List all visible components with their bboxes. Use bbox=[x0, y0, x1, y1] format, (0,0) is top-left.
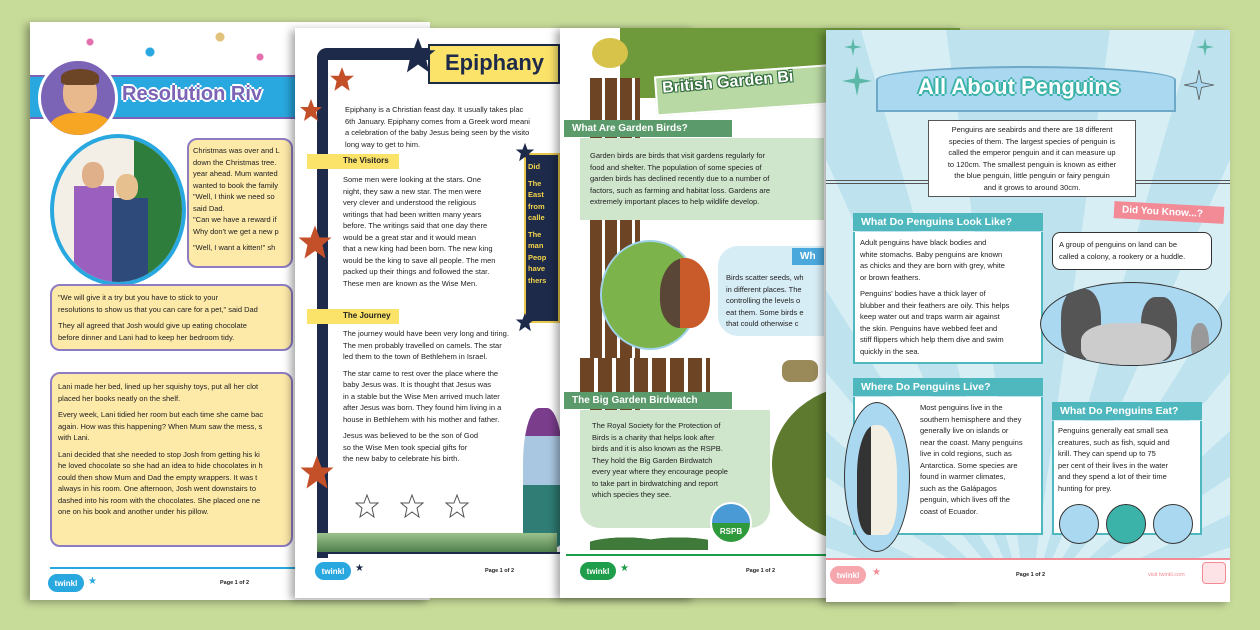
text-line: in a stable but the Wise Men arrived much later bbox=[343, 391, 500, 401]
text-line: The men probably travelled on camels. The star bbox=[343, 340, 502, 350]
text-line: Epiphany is a Christian feast day. It usually takes plac bbox=[345, 105, 524, 114]
text-line: A group of penguins on land can be bbox=[1059, 240, 1178, 249]
story-box-2 bbox=[50, 284, 293, 351]
text-line: Garden birds are birds that visit gardens regularly for bbox=[590, 151, 766, 160]
text-line: very clever and understood the religious bbox=[343, 198, 476, 207]
text-line: birds and it is also known as the RSPB. bbox=[592, 444, 723, 453]
text-line: long way to get to him. bbox=[345, 139, 421, 149]
star-icon: ★ bbox=[872, 567, 881, 578]
text-line: Some men were looking at the stars. One bbox=[343, 175, 481, 184]
fish-icon bbox=[1059, 504, 1099, 544]
text-line: blubber and their feathers are oily. This helps bbox=[860, 300, 1010, 310]
text-line: krill. They can spend up to 75 bbox=[1058, 449, 1156, 458]
text-line: Penguins' bodies have a thick layer of bbox=[860, 289, 986, 298]
text-line: factors, such as farming and habitat loss. Gardens are bbox=[590, 185, 771, 195]
text-line: the new baby to celebrate his birth. bbox=[343, 454, 460, 463]
star-icon: ★ bbox=[88, 576, 97, 587]
what-are-garden-birds-box bbox=[580, 138, 824, 220]
page-number: Page 1 of 2 bbox=[220, 580, 250, 586]
red-star-icon bbox=[329, 66, 355, 92]
text-line: dashed into his room with the chocolates. She placed one ne bbox=[58, 495, 261, 505]
text-line: East bbox=[528, 190, 544, 199]
text-line: and they spend a lot of their time bbox=[1058, 472, 1167, 481]
avatar-boy bbox=[38, 58, 118, 138]
section-heading: What Are Garden Birds? bbox=[564, 120, 732, 137]
text-line: extremely important places to help wildlife develop. bbox=[590, 197, 760, 206]
text-line: called a colony, a rookery or a huddle. bbox=[1059, 251, 1186, 261]
squid-icon bbox=[1106, 504, 1146, 544]
story-box-3 bbox=[50, 372, 293, 547]
text-line: year ahead. Mum wanted bbox=[193, 169, 278, 178]
text-line: Lani decided that she needed to stop Josh from getting his ki bbox=[58, 449, 260, 459]
rspb-label: RSPB bbox=[719, 527, 743, 536]
text-line: live in cold regions, such as bbox=[920, 449, 1012, 458]
text-line: quickly in the sea. bbox=[860, 346, 920, 356]
text-line: These men are known as the Wise Men. bbox=[343, 278, 478, 288]
text-line: a celebration of the baby Jesus being seen by the visito bbox=[345, 128, 530, 137]
text-line: per cent of their lives in the water bbox=[1058, 460, 1169, 470]
text-line: stiff flippers which help them dive and swim bbox=[860, 335, 1004, 344]
text-line: hunting for prey. bbox=[1058, 483, 1112, 493]
text-line: found in warmer climates, bbox=[920, 472, 1006, 481]
text-line: Birds scatter seeds, wh bbox=[726, 273, 804, 282]
text-line: Why don't we get a new p bbox=[193, 226, 279, 236]
text-line: The bbox=[528, 229, 542, 239]
text-line: or brown feathers. bbox=[860, 272, 921, 282]
text-line: that a new king had been born. The new king bbox=[343, 244, 493, 253]
did-you-know-heading: Did You Know...? bbox=[1114, 201, 1225, 224]
text-line: white stomachs. Baby penguins are known bbox=[860, 249, 1003, 259]
page-number: Page 1 of 2 bbox=[1016, 572, 1046, 578]
navy-star-icon bbox=[515, 142, 535, 162]
wise-men-illustration bbox=[523, 408, 563, 548]
text-line: one on his book and another under his pillow. bbox=[58, 507, 209, 516]
text-line: and it grows to around 30cm. bbox=[983, 182, 1081, 192]
text-line: writings that had been written many years bbox=[343, 209, 482, 219]
text-line: that could otherwise c bbox=[726, 319, 799, 328]
section-heading: The Big Garden Birdwatch bbox=[564, 392, 732, 409]
section-heading: The Journey bbox=[343, 311, 391, 320]
text-line: Christmas was over and L bbox=[193, 146, 280, 155]
section-heading: The Visitors bbox=[343, 156, 389, 165]
text-line: to 120cm. The smallest penguin is known as either bbox=[947, 159, 1117, 169]
robin bbox=[660, 258, 710, 328]
text-line: Most penguins live in the bbox=[920, 403, 1003, 412]
text-line: placed her books neatly on the shelf. bbox=[58, 393, 181, 403]
text-line: every year where they encourage people bbox=[592, 467, 728, 476]
text-line: wanted to book the family bbox=[193, 180, 279, 190]
text-line: southern hemisphere and they bbox=[920, 414, 1022, 424]
text-line: always in his room. One afternoon, Josh went downstairs to bbox=[58, 484, 257, 493]
text-line: Adult penguins have black bodies and bbox=[860, 238, 987, 247]
navy-star-icon bbox=[399, 36, 437, 74]
rspb-logo bbox=[710, 502, 752, 544]
text-line: as chicks and they are born with grey, white bbox=[860, 261, 1005, 270]
text-line: "Well, I want a kitten!" sh bbox=[193, 243, 276, 252]
text-line: eat them. Some birds e bbox=[726, 307, 804, 317]
footer-line bbox=[826, 558, 1230, 560]
text-line: Every week, Lani tidied her room but each time she came bac bbox=[58, 410, 264, 419]
section-heading: What Do Penguins Look Like? bbox=[853, 213, 1043, 231]
text-line: The Royal Society for the Protection of bbox=[592, 421, 721, 430]
text-line: garden birds has declined recently due to a number of bbox=[590, 174, 770, 183]
text-line: said Dad. bbox=[193, 203, 225, 213]
intro-box bbox=[928, 120, 1136, 197]
journey-text bbox=[343, 328, 519, 465]
text-line: food and shelter. The population of some species of bbox=[590, 162, 762, 172]
text-line: he loved chocolate so she had an idea to hide chocolates in h bbox=[58, 461, 263, 470]
sparkle-icon bbox=[844, 38, 862, 56]
text-line: creatures, such as fish, squid and bbox=[1058, 437, 1170, 447]
text-line: resolutions to show us that you can care for a pet," said Dad bbox=[58, 304, 258, 314]
text-line: "Can we have a reward if bbox=[193, 215, 277, 224]
text-line: "We will give it a try but you have to stick to your bbox=[58, 293, 219, 302]
text-line: before. The writings said that one day there bbox=[343, 221, 488, 230]
twinkl-logo: twinkl bbox=[48, 574, 84, 592]
text-line: thers bbox=[528, 275, 547, 285]
text-line: Did bbox=[528, 162, 541, 171]
website-link[interactable]: visit twinkl.com bbox=[1148, 572, 1185, 578]
text-line: Jesus was believed to be the son of God bbox=[343, 431, 479, 440]
star-icon: ★ bbox=[620, 563, 629, 574]
did-you-know-box bbox=[524, 153, 560, 323]
text-line: coast of Ecuador. bbox=[920, 506, 978, 516]
text-line: controlling the levels o bbox=[726, 296, 801, 305]
worksheet-title: British Garden Bi bbox=[661, 68, 795, 97]
text-line: 6th January. Epiphany comes from a Greek word meani bbox=[345, 116, 530, 126]
text-line: with Lani. bbox=[58, 433, 90, 442]
text-line: near the coast. Many penguins bbox=[920, 437, 1023, 447]
text-line: The journey would have been very long and tiring. bbox=[343, 329, 509, 338]
text-line: led them to the town of Bethlehem in Israel. bbox=[343, 352, 488, 361]
page-number: Page 1 of 2 bbox=[746, 568, 776, 574]
visitors-text bbox=[343, 174, 519, 289]
red-star-icon bbox=[299, 98, 323, 122]
text-line: keep water out and traps warm air against bbox=[860, 312, 1000, 321]
section-heading: What Do Penguins Eat? bbox=[1052, 402, 1202, 420]
text-line: would be the king to save all people. The men bbox=[343, 255, 496, 265]
sparkle-icon bbox=[1184, 70, 1214, 100]
text-line: Penguins generally eat small sea bbox=[1058, 426, 1169, 435]
text-line: which species they see. bbox=[592, 490, 672, 499]
text-line: calle bbox=[528, 213, 545, 222]
text-line: The star came to rest over the place where the bbox=[343, 368, 499, 378]
text-line: such as the Galápagos bbox=[920, 483, 997, 493]
text-line: The bbox=[528, 178, 542, 188]
twinkl-logo: twinkl bbox=[315, 562, 351, 580]
text-line: They all agreed that Josh would give up eating chocolate bbox=[58, 321, 247, 330]
text-line: "Well, I think we need so bbox=[193, 192, 275, 201]
story-box-1 bbox=[187, 138, 293, 268]
text-line: from bbox=[528, 201, 545, 211]
text-line: Lani made her bed, lined up her squishy toys, put all her clot bbox=[58, 382, 259, 391]
penguin-group-oval bbox=[1040, 282, 1222, 366]
emperor-penguin-oval bbox=[844, 402, 910, 552]
text-line: baby Jesus was. It is thought that Jesus was bbox=[343, 380, 491, 389]
outline-stars bbox=[355, 494, 475, 518]
worksheet-penguins bbox=[826, 30, 1230, 602]
text-line: down the Christmas tree. bbox=[193, 157, 277, 167]
twinkl-logo: twinkl bbox=[580, 562, 616, 580]
text-line: could then show Mum and Dad the empty wrappers. It was t bbox=[58, 472, 258, 482]
krill-icon bbox=[1153, 504, 1193, 544]
text-line: before dinner and Lani had to keep her bedroom tidy. bbox=[58, 332, 235, 342]
text-line: have bbox=[528, 264, 546, 273]
twinkl-logo: twinkl bbox=[830, 566, 866, 584]
badge-icon bbox=[1202, 562, 1226, 584]
bird-illustration bbox=[592, 38, 628, 68]
section-heading: Wh bbox=[792, 248, 824, 265]
text-line: packed up their things and followed the star. bbox=[343, 267, 490, 276]
text-line: species of them. The largest species of penguin is bbox=[948, 136, 1116, 146]
text-line: the skin. Penguins have webbed feet and bbox=[860, 323, 998, 333]
family-illustration bbox=[50, 134, 186, 286]
red-star-icon bbox=[297, 224, 333, 260]
sparkle-icon bbox=[1196, 38, 1214, 56]
sparkle-icon bbox=[842, 66, 872, 96]
binoculars bbox=[782, 360, 818, 382]
text-line: would be a great star and it would mean bbox=[343, 232, 476, 242]
page-number: Page 1 of 2 bbox=[485, 568, 515, 574]
text-line: Penguins are seabirds and there are 18 different bbox=[951, 125, 1113, 134]
grass bbox=[317, 533, 557, 553]
text-line: to take part in birdwatching and report bbox=[592, 478, 718, 488]
text-line: night, they saw a new star. The men were bbox=[343, 186, 482, 196]
text-line: so the Wise Men took special gifts for bbox=[343, 442, 468, 452]
worksheet-title: All About Penguins bbox=[918, 74, 1121, 99]
text-line: generally live on islands or bbox=[920, 426, 1009, 435]
star-icon: ★ bbox=[355, 563, 364, 574]
text-line: penguin, which lives off the bbox=[920, 495, 1010, 504]
text-line: Birds is a charity that helps look after bbox=[592, 432, 715, 442]
section-heading: Where Do Penguins Live? bbox=[853, 378, 1043, 396]
navy-star-icon bbox=[515, 312, 535, 332]
worksheet-title: Resolution Riv bbox=[122, 83, 263, 105]
look-like-box bbox=[853, 232, 1043, 364]
text-line: called the emperor penguin and it can measure up bbox=[948, 148, 1116, 157]
text-line: man bbox=[528, 241, 544, 250]
text-line: again. How was this happening? When Mum saw the mess, s bbox=[58, 421, 263, 431]
text-line: They hold the Big Garden Birdwatch bbox=[592, 455, 713, 465]
red-star-icon bbox=[299, 454, 335, 490]
text-line: Antarctica. Some species are bbox=[920, 460, 1018, 470]
text-line: in different places. The bbox=[726, 284, 802, 294]
text-line: the blue penguin, little penguin or fairy penguin bbox=[954, 171, 1110, 180]
text-line: Peop bbox=[528, 252, 547, 262]
did-you-know-bubble bbox=[1052, 232, 1212, 270]
worksheet-title: Epiphany bbox=[445, 50, 545, 75]
text-line: after Jesus was born. They found him living in a bbox=[343, 403, 502, 412]
grass-plants bbox=[590, 528, 708, 550]
text-line: house in Bethlehem with his mother and father. bbox=[343, 414, 500, 424]
